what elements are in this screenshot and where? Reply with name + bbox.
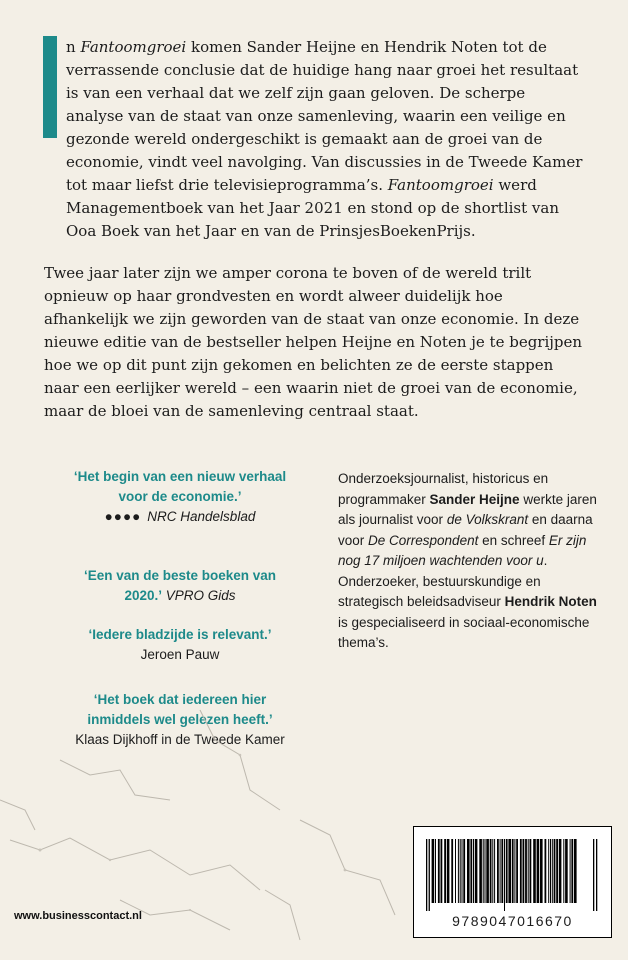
barcode-bar <box>470 839 472 903</box>
barcode-bar <box>565 839 568 903</box>
barcode-bar <box>479 839 482 903</box>
barcode-bar <box>458 839 459 903</box>
barcode-bar <box>501 839 503 903</box>
quote-text: ‘Het boek dat iedereen hier inmiddels wel gelezen heeft.’ <box>87 692 273 727</box>
barcode-bar <box>486 839 489 903</box>
barcode-bar <box>556 839 558 903</box>
blurb-text-segment: Fantoomgroei <box>387 176 494 194</box>
barcode-bar <box>508 839 511 903</box>
bio-text-segment: werkte jaren als journalist voor <box>338 491 597 527</box>
barcode-bar <box>455 839 456 903</box>
isbn-number: 9789047016670 <box>452 913 573 929</box>
barcode-bar <box>473 839 474 903</box>
barcode-bar <box>438 839 440 903</box>
quote-source: Jeroen Pauw <box>140 647 220 662</box>
barcode-bar <box>506 839 508 903</box>
bio-text-segment: Onderzoeksjournalist, historicus en programmaker <box>338 471 549 507</box>
barcode-bar <box>490 839 492 903</box>
bio-text-segment: Sander Heijne <box>429 491 520 507</box>
barcode-bar <box>467 839 470 903</box>
barcode-bar <box>462 839 463 903</box>
barcode-bar <box>593 839 594 911</box>
barcode-bar <box>426 839 427 911</box>
quote-text: ‘Een van de beste boeken van 2020.’ <box>83 568 277 603</box>
barcode-bar <box>497 839 499 903</box>
review-quote <box>65 625 295 665</box>
barcode-bar <box>435 839 436 903</box>
barcode-bar <box>570 839 571 903</box>
bio-text-segment: . <box>543 553 548 568</box>
barcode-bar <box>520 839 522 903</box>
barcode-bar <box>441 839 443 903</box>
barcode-bar <box>548 839 549 903</box>
blurb-text-segment: Fantoomgroei <box>80 38 187 56</box>
bio-text-segment: Onderzoeker, bestuurskundige en strategisch beleidsadviseur <box>338 573 541 609</box>
barcode-bar <box>596 839 597 911</box>
barcode-bar <box>559 839 562 903</box>
bio-text-segment: de Volkskrant <box>446 512 529 527</box>
drop-cap-letter <box>43 36 57 138</box>
review-quote <box>65 566 295 606</box>
blurb-paragraph-1 <box>66 36 586 243</box>
barcode-bar <box>537 839 540 903</box>
barcode-bar <box>514 839 515 903</box>
barcode-bar <box>571 839 573 903</box>
barcode-bar <box>512 839 514 903</box>
barcode-bar <box>563 839 564 903</box>
barcode-bar <box>552 839 553 903</box>
bio-text-segment: Hendrik Noten <box>504 594 597 609</box>
quote-text: ‘Het begin van een nieuw verhaal voor de economie.’ <box>73 469 287 504</box>
barcode-bar <box>528 839 529 903</box>
barcode-bar <box>523 839 525 903</box>
barcode-bar <box>432 839 435 903</box>
bio-text-segment: is gespecialiseerd in sociaal-economische thema’s. <box>338 614 590 650</box>
publisher-url: www.businesscontact.nl <box>14 910 142 922</box>
author-bio <box>338 469 598 654</box>
barcode-bar <box>429 839 430 911</box>
quote-text: ‘Iedere bladzijde is relevant.’ <box>88 627 272 642</box>
barcode-bar <box>516 839 518 903</box>
barcode-bar <box>525 839 527 903</box>
barcode-bar <box>550 839 551 903</box>
quote-source: VPRO Gids <box>165 588 236 603</box>
bio-text-segment: en daarna voor <box>338 512 593 548</box>
barcode-bar <box>530 839 532 903</box>
rating-dots: ●●●● <box>104 509 142 524</box>
barcode-bar <box>444 839 446 903</box>
blurb-text-segment: komen Sander Heijne en Hendrik Noten tot de verrassende conclusie dat de huidige hang naar groei het resultaat is van een verhaal dat we zelf zijn gaan geloven. De scherpe analyse van de staat van onze samenleving, waarin een veilige en gezonde wereld ondergeschikt is gemaakt aan de groei van de economie, vindt veel navolging. Van discussies in de Tweede Kamer tot maar liefst drie televisieprogramma’s. <box>66 38 583 194</box>
barcode-bars <box>426 839 599 911</box>
blurb-paragraph-2: Twee jaar later zijn we amper corona te boven of de wereld trilt opnieuw op haar grondvesten en wordt alweer duidelijk hoe afhankelijk we zijn geworden van de staat van onze economie. In deze nieuwe editie van de bestseller helpen Heijne en Noten je te begrijpen hoe we op dit punt zijn gekomen en belichten ze de eerste stappen naar een eerlijker wereld – een waarin niet de groei van de economie, maar de bloei van de samenleving centraal staat. <box>44 264 583 420</box>
barcode-bar <box>492 839 493 903</box>
barcode-bar <box>494 839 495 903</box>
barcode-bar <box>485 839 486 903</box>
barcode-bar <box>504 839 505 911</box>
barcode-bar <box>533 839 536 903</box>
bio-text-segment: en schreef <box>478 532 549 548</box>
barcode-bar <box>540 839 543 903</box>
blurb-text-segment: werd Managementboek van het Jaar 2021 en stond op de shortlist van Ooa Boek van het Jaar en van de PrinsjesBoekenPrijs. <box>66 176 559 240</box>
barcode-bar <box>554 839 556 903</box>
quote-source: Klaas Dijkhoff in de Tweede Kamer <box>75 732 285 747</box>
barcode-bar <box>447 839 450 903</box>
barcode-bar <box>475 839 478 903</box>
quote-source: NRC Handelsblad <box>147 509 256 524</box>
barcode-bar <box>460 839 461 903</box>
barcode-bar <box>451 839 453 903</box>
barcode-bar <box>483 839 484 903</box>
isbn-barcode <box>413 826 612 938</box>
review-quote <box>65 467 295 527</box>
barcode-bar <box>545 839 547 903</box>
blurb-text-segment: n <box>66 38 81 56</box>
barcode-bar <box>463 839 465 903</box>
barcode-bar <box>574 839 577 903</box>
bio-text-segment: Er zijn nog 17 miljoen wachtenden voor u <box>338 532 587 568</box>
bio-text-segment: De Correspondent <box>368 532 479 548</box>
barcode-bar <box>500 839 501 903</box>
